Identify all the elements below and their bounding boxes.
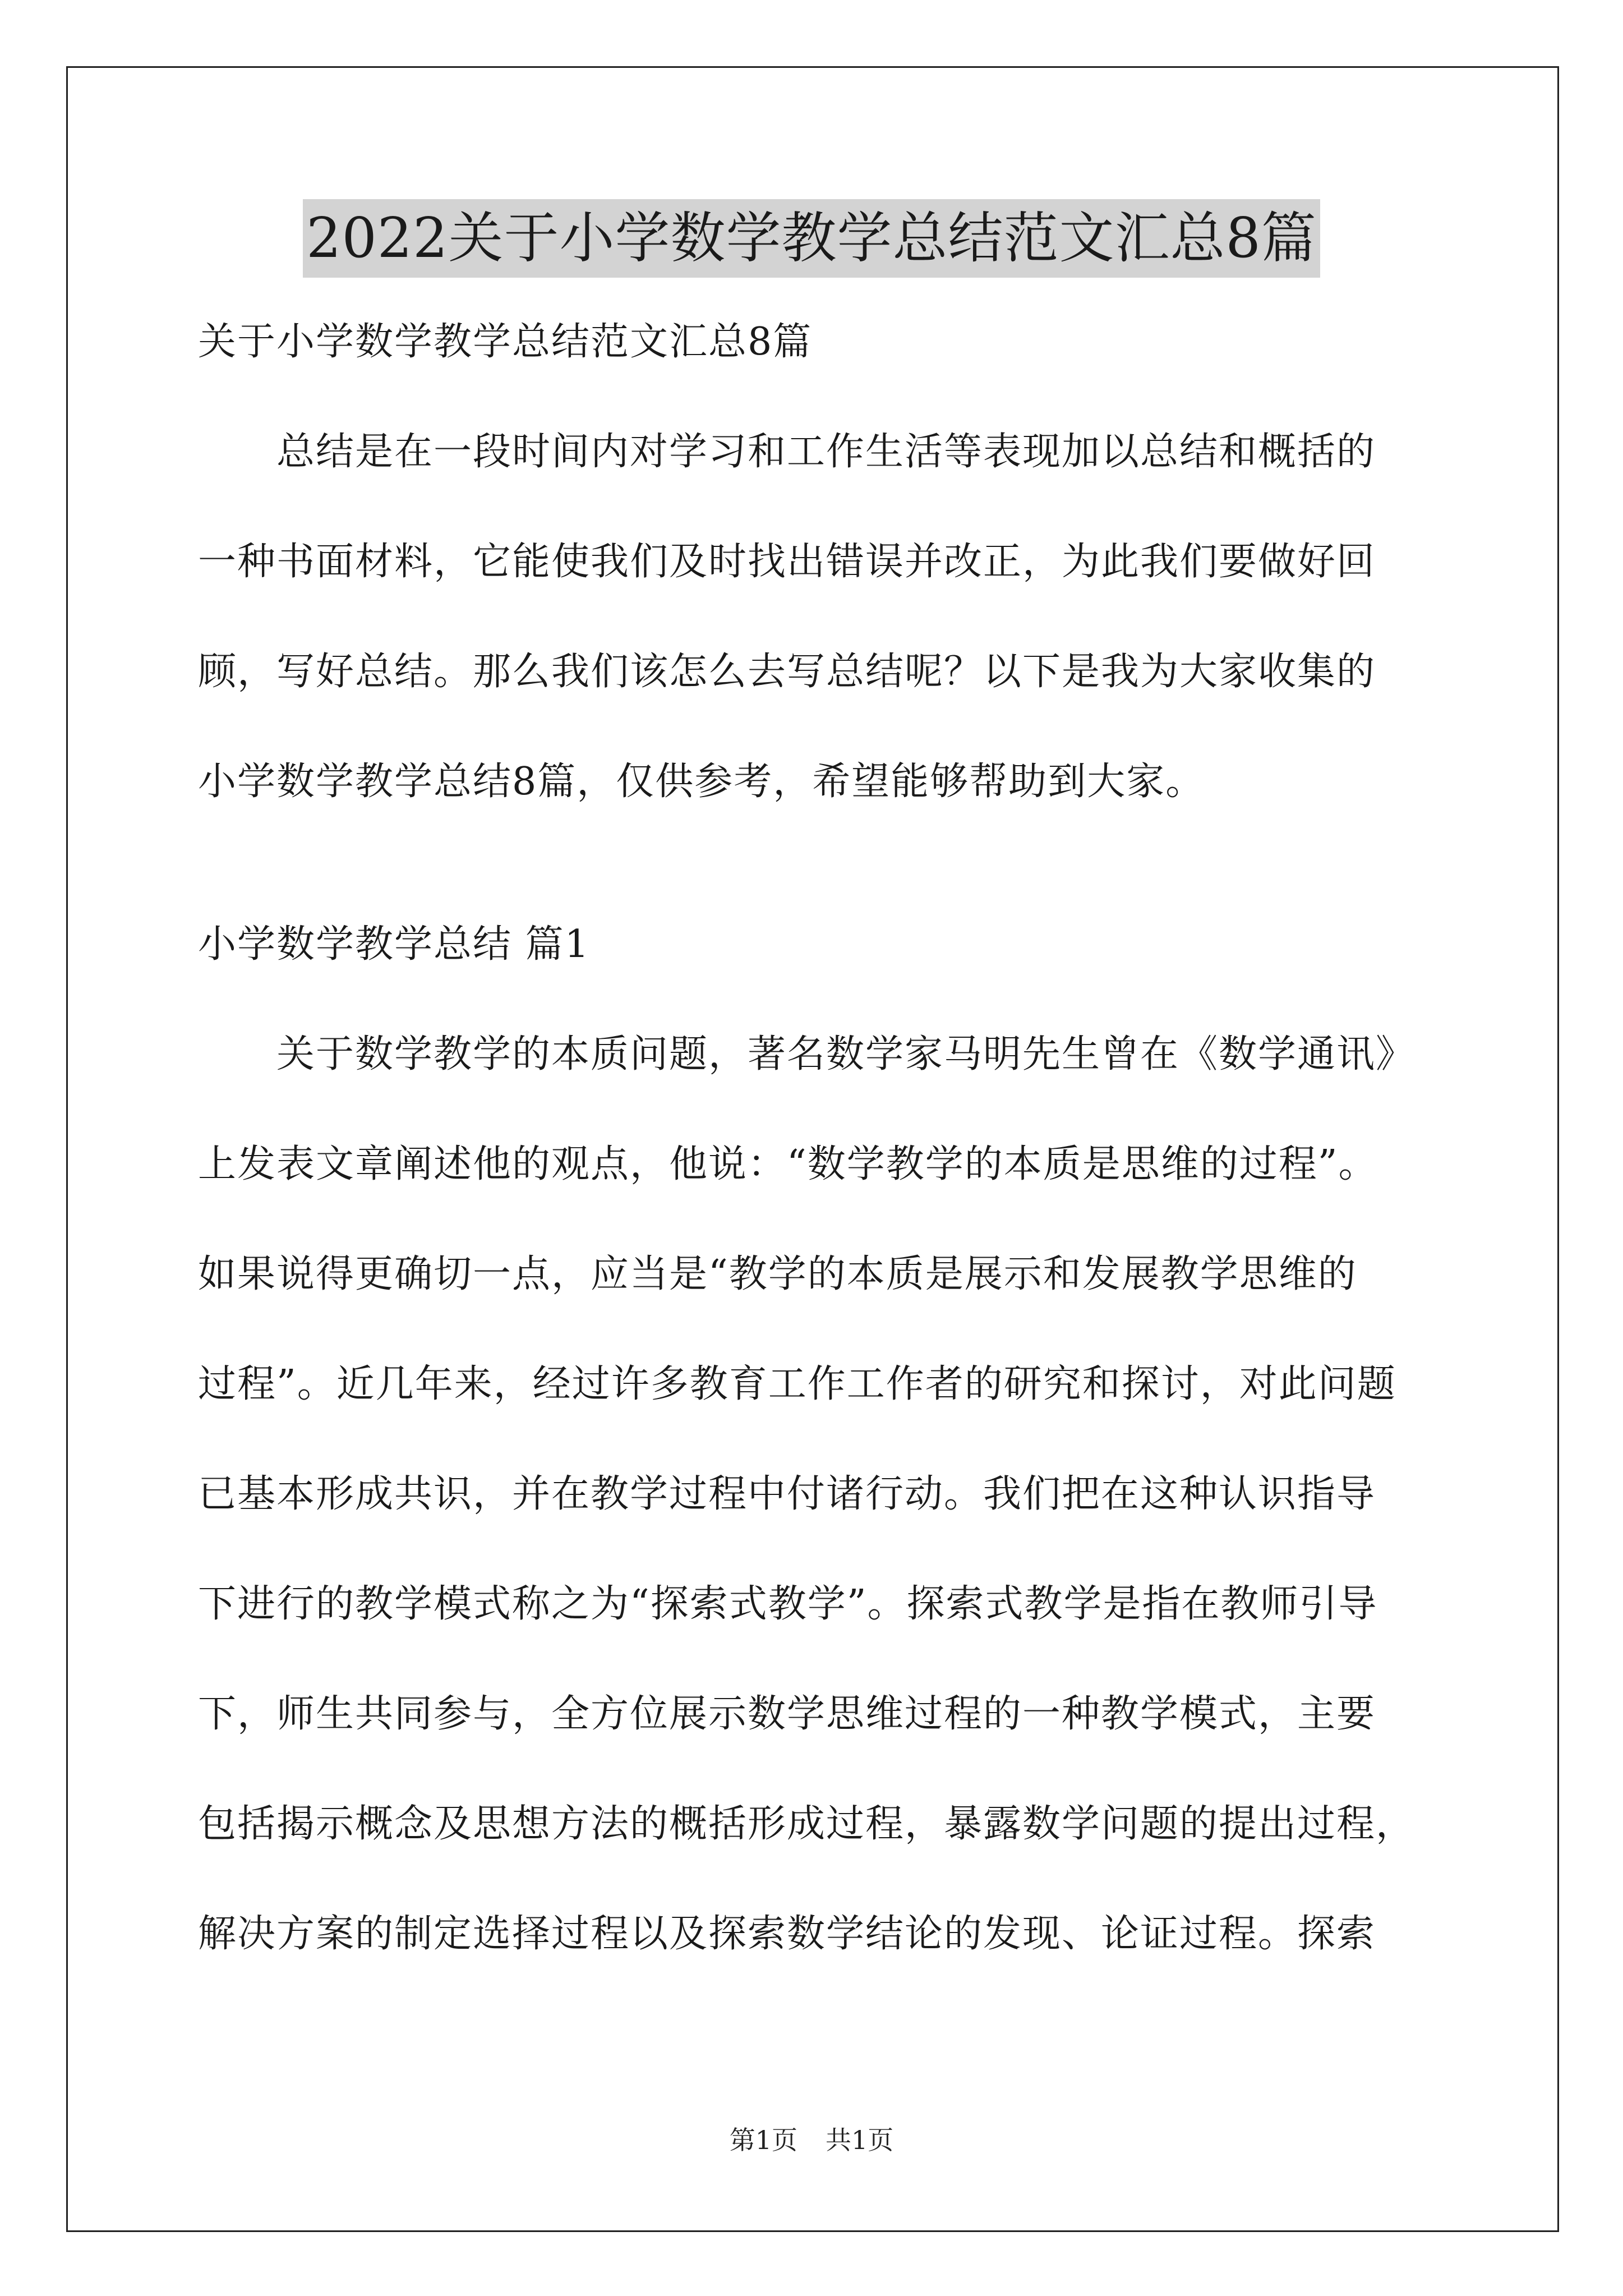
title-container [0, 199, 1623, 278]
section-line-2: 上发表文章阐述他的观点，他说：“数学教学的本质是思维的过程”。 [198, 1142, 1378, 1186]
section-line-9: 解决方案的制定选择过程以及探索数学结论的发现、论证过程。探索 [198, 1912, 1376, 1956]
section-heading: 小学数学教学总结 篇1 [198, 922, 590, 967]
document-title: 2022关于小学数学教学总结范文汇总8篇 [303, 199, 1320, 278]
section-line-3: 如果说得更确切一点，应当是“教学的本质是展示和发展教学思维的 [198, 1252, 1357, 1296]
page-total: 共1页 [826, 2125, 894, 2155]
section-line-7: 下，师生共同参与，全方位展示数学思维过程的一种教学模式，主要 [198, 1692, 1376, 1736]
page-footer [0, 2123, 1623, 2157]
section-line-1: 关于数学教学的本质问题，著名数学家马明先生曾在《数学通讯》 [276, 1032, 1415, 1076]
intro-line-3: 顾，写好总结。那么我们该怎么去写总结呢？以下是我为大家收集的 [198, 650, 1376, 694]
section-line-8: 包括揭示概念及思想方法的概括形成过程，暴露数学问题的提出过程， [198, 1802, 1415, 1846]
section-line-5: 已基本形成共识，并在教学过程中付诸行动。我们把在这种认识指导 [198, 1472, 1376, 1516]
intro-line-2: 一种书面材料，它能使我们及时找出错误并改正，为此我们要做好回 [198, 540, 1376, 584]
section-line-6: 下进行的教学模式称之为“探索式教学”。探索式教学是指在教师引导 [198, 1582, 1378, 1626]
section-spacer [198, 810, 1432, 917]
page-number: 第1页 [729, 2125, 797, 2155]
section-line-4: 过程”。近几年来，经过许多教育工作工作者的研究和探讨，对此问题 [198, 1362, 1396, 1406]
document-body [198, 314, 1432, 1962]
intro-line-4: 小学数学教学总结8篇，仅供参考，希望能够帮助到大家。 [198, 760, 1205, 804]
intro-line-1: 总结是在一段时间内对学习和工作生活等表现加以总结和概括的 [276, 430, 1376, 474]
document-subtitle: 关于小学数学教学总结范文汇总8篇 [198, 320, 813, 364]
